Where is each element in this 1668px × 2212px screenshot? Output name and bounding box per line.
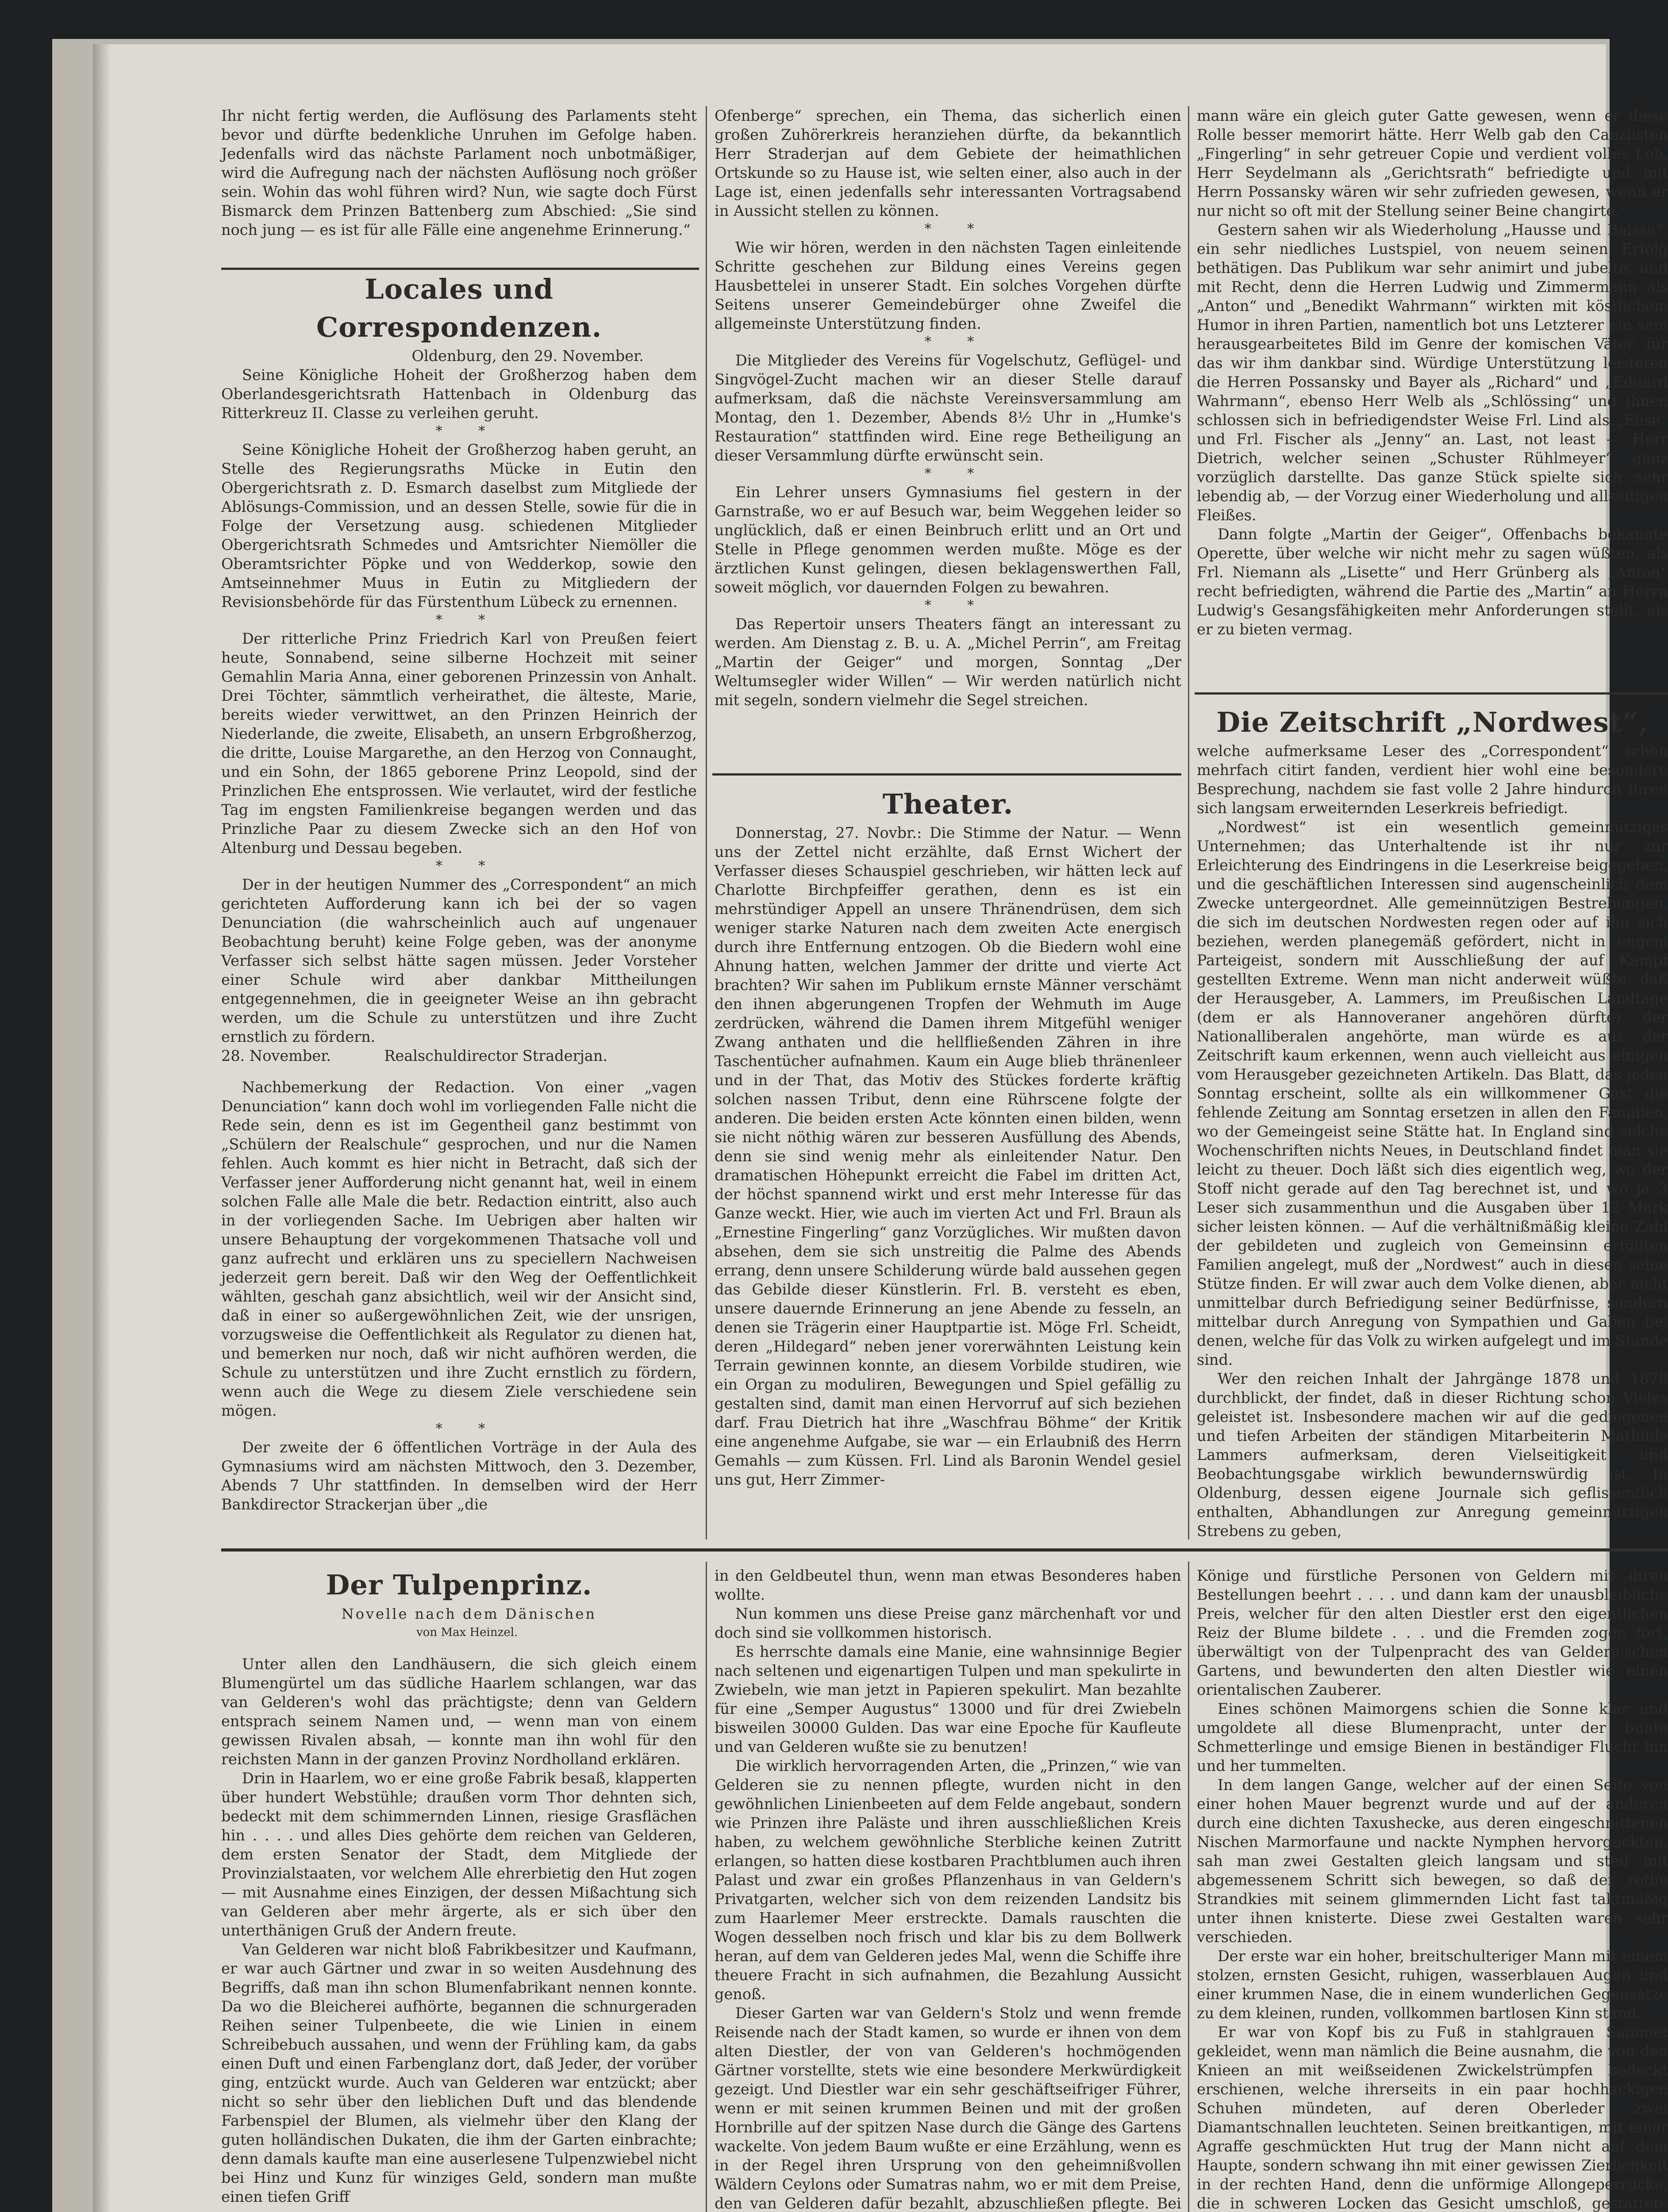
novel-paragraph: Könige und fürstliche Personen von Geldern mit ihren Bestellungen beehrt . . . . und dann kam der unausbleibliche Preis, welcher für den alten Diestler erst den eigentlichen Reiz der Blume bildete . . . und die Fremden zogen fort, überwältigt von der Tulpenpracht des van Geldern'schen Gartens, und bewunderten den alten Diestler wie einen orientalischen Zauberer.: [1197, 1567, 1668, 1698]
section-heading-theater: Theater.: [882, 788, 1014, 820]
separator-stars: * *: [924, 466, 990, 481]
nordwest-paragraph: „Nordwest“ ist ein wesentlich gemeinnütziges Unternehmen; das Unterhaltende ist ihr nur zur Erleichterung des Eindringens in die Leserkreise beigegeben, und die geschäftlichen Interessen sind augenscheinlich dem Zwecke untergeordnet. Alle gemeinnützigen Bestrebungen, die sich im deutschen Nordwesten regen oder auf ihn sich beziehen, werden planegemäß gefördert, nicht in engem Parteigeist, sondern mit Ausschließung der auf Kampf gestellten Extreme. Wenn man nicht anderweit wüßte, daß der Herausgeber, A. Lammers, im Preußischen Landtage (dem er als Hannoveraner angehören dürfte) der Nationalliberalen angehörte, man würde es aus der Zeitschrift kaum erkennen, wenn auch vielleicht aus einigen vom Herausgeber gezeichneten Artikeln. Das Blatt, das jeden Sonntag erscheint, sollte als ein willkommener Gast die fehlende Zeitung am Sonntag ersetzen in allen den Familien, wo der Gemeingeist seine Stätte hat. In England sind solche Wochenschriften nichts Neues, in Deutschland findet man sie leicht zu theuer. Doch läßt sich dies eigentlich weg, wo der Stoff nicht gerade auf den Tag berechnet ist, und wo ja 3 Leser sich zusammenthun und die Ausgaben über 12 Mark sicher leisten können. — Auf die verhältnißmäßig kleine Zahl der gebildeten und zugleich von Gemeinsinn erfüllten Familien angelegt, muß der „Nordwest“ auch in diesen seine Stütze finden. Er will zwar auch dem Volke dienen, aber nicht unmittelbar durch Befriedigung seiner Bedürfnisse, sondern mittelbar durch Anregung von Sympathien und Gaben bei denen, welche für das Volk zu wirken aufgelegt und im Stande sind.: [1197, 818, 1668, 1368]
column-rule: [1188, 1562, 1189, 2212]
news-item: Seine Königliche Hoheit der Großherzog haben dem Oberlandesgerichtsrath Hattenbach in Oldenburg das Ritterkreuz II. Classe zu verleihen geruht.: [221, 366, 697, 422]
news-item: Der zweite der 6 öffentlichen Vorträge in der Aula des Gymnasiums wird am nächsten Mittwoch, den 3. Dezember, Abends 7 Uhr stattfinden. In demselben wird der Herr Bankdirector Strackerjan über „die: [221, 1439, 697, 1513]
news-item: Das Repertoir unsers Theaters fängt an interessant zu werden. Am Dienstag z. B. u. A. „Michel Perrin“, am Freitag „Martin der Geiger“ und morgen, Sonntag „Der Weltumsegler wider Willen“ — Wir werden natürlich nicht mit segeln, sondern vielmehr die Segel streichen.: [715, 615, 1181, 709]
newspaper-page: [93, 44, 1668, 2212]
column-rule: [1188, 106, 1189, 1540]
column-2-upper: [715, 106, 1181, 710]
column-3-upper: [1197, 106, 1668, 639]
nordwest-paragraph: welche aufmerksame Leser des „Correspondent“ schon mehrfach citirt fanden, verdient hier wohl eine besondere Besprechung, nachdem sie fast volle 2 Jahre hindurch ihren sich langsam erweiternden Leserkreis befriedigt.: [1197, 742, 1668, 817]
news-item: Seine Königliche Hoheit der Großherzog haben geruht, an Stelle des Regierungsraths Mücke in Eutin den Obergerichtsrath z. D. Esmarch daselbst zum Mitgliede der Ablösungs-Commission, und an dessen Stelle, sowie für die in Folge der Versetzung ausg. schiedenen Mitglieder Obergerichtsrath Schmedes und Amtsrichter Niemöller die Oberamtsrichter Pöpke und von Wedderkop, sowie den Amtseinnehmer Muus in Eutin zu Mitgliedern der Revisionsbehörde für das Fürstenthum Lübeck zu ernennen.: [221, 441, 697, 611]
theater-section: [715, 785, 1181, 1489]
news-item: Der ritterliche Prinz Friedrich Karl von Preußen feiert heute, Sonnabend, seine silberne Hochzeit mit seiner Gemahlin Maria Anna, einer geborenen Prinzessin von Anhalt. Drei Töchter, sämmtlich verheirathet, die älteste, Marie, bereits wieder verwittwet, an den Prinzen Heinrich der Niederlande, die zweite, Elisabeth, an unsern Erbgroßherzog, die dritte, Louise Margarethe, an den Herzog von Connaught, und ein Sohn, der 1865 geborene Prinz Leopold, sind der Prinzlichen Ehe entsprossen. Wie verlautet, wird der festliche Tag im engsten Familienkreise begangen werden und das Prinzliche Paar zu diesem Zwecke sich an den Hof von Altenburg und Dessau begeben.: [221, 630, 697, 856]
separator-stars: * *: [435, 423, 501, 439]
novel-paragraph: Eines schönen Maimorgens schien die Sonne klar und umgoldete all diese Blumenpracht, unter der bunte Schmetterlinge und emsige Bienen in beständiger Flucht hin und her tummelten.: [1197, 1700, 1668, 1774]
theater-review-paragraph: Gestern sahen wir als Wiederholung „Hausse und Baisse“, ein sehr niedliches Lustspiel, von neuem seinen Erfolg bethätigen. Das Publikum war sehr animirt und jubelte, und mit Recht, denn die Herren Ludwig und Zimmermann als „Anton“ und „Benedikt Wahrmann“ wirkten mit köstlichem Humor in ihren Partien, namentlich bot uns Letzterer ein sein herausgearbeitetes Bild im Genre der komischen Väter, für das wir ihm dankbar sind. Würdige Unterstützung leisteten die Herren Possansky und Bayer als „Richard“ und „Eduard Wahrmann“, ebenso Herr Welb als „Schlössing“ und ihnen schlossen sich in befriedigendster Weise Frl. Lind als „Elise“ und Frl. Fischer als „Jenny“ an. Last, not least — Herr Dietrich, welcher seinen „Schuster Rühlmeyer“ ganz vorzüglich darstellte. Das ganze Stück spielte sich sehr lebendig ab, — der Vorzug einer Wiederholung und allseitigen Fleißes.: [1197, 221, 1668, 524]
novel-paragraph: Drin in Haarlem, wo er eine große Fabrik besaß, klapperten über hundert Webstühle; draußen vorm Thor dehnten sich, bedeckt mit dem schimmernden Linnen, riesige Grasflächen hin . . . . und alles Dies gehörte dem reichen van Gelderen, dem ersten Senator der Stadt, dem Mitgliede der Provinzialstaaten, vor welchem Alle ehrerbietig den Hut zogen — mit Ausnahme eines Einzigen, der dessen Mißachtung sich van Gelderen aber mehr ärgerte, als er sich über den unterthänigen Gruß der Andern freute.: [221, 1770, 697, 1939]
dateline: Oldenburg, den 29. November.: [411, 347, 644, 365]
separator-stars: * *: [435, 858, 501, 874]
novel-subtitle: Novelle nach dem Dänischen: [341, 1605, 597, 1622]
novel-paragraph: In dem langen Gange, welcher auf der einen Seite von einer hohen Mauer begrenzt wurde und auf der anderen durch eine dichten Taxushecke, aus deren eingeschnittenen Nischen Marmorfaune und nackte Nymphen hervorguckten, sah man zwei Gestalten gleich langsam und steif mit abgemessenem Schritt sich bewegen, so daß der rothe Strandkies mit seinem glimmernden Licht fast taktmäßig unter ihnen knisterte. Diese zwei Gestalten waren sehr verschieden.: [1197, 1776, 1668, 1946]
theater-review-paragraph: Dann folgte „Martin der Geiger“, Offenbachs bekannte Operette, über welche wir nicht mehr zu sagen wüßten, als Frl. Niemann als „Lisette“ und Herr Grünberg als „Anton“ recht befriedigten, während die Partie des „Martin“ an Herrn Ludwig's Gesangsfähigkeiten mehr Anforderungen stellt, als er zu bieten vermag.: [1197, 526, 1668, 638]
novel-paragraph: Nun kommen uns diese Preise ganz märchenhaft vor und doch sind sie vollkommen historisch.: [715, 1605, 1181, 1641]
signature-line: [221, 1046, 697, 1065]
signature-date: 28. November.: [221, 1047, 331, 1064]
separator-stars: * *: [435, 1421, 501, 1436]
news-item: Die Mitglieder des Vereins für Vogelschutz, Geflügel- und Singvögel-Zucht machen wir an dieser Stelle darauf aufmerksam, daß die nächste Vereinsversammlung am Montag, den 1. Dezember, Abends 8½ Uhr in „Humke's Restauration“ stattfinden wird. Eine rege Betheiligung an dieser Versammlung dürfte erwünscht sein.: [715, 352, 1181, 464]
article-continuation: Ihr nicht fertig werden, die Auflösung des Parlaments steht bevor und dürfte bedenkliche Unruhen im Gefolge haben. Jedenfalls wird das nächste Parlament noch unbotmäßiger, wird die Aufregung nach der nächsten Auflösung noch größer sein. Wohin das wohl führen wird? Nun, wie sagte doch Fürst Bismarck dem Prinzen Battenberg zum Abschied: „Sie sind noch jung — es ist für alle Fälle eine angenehme Erinnerung.“: [221, 107, 697, 238]
news-item: Ein Lehrer unsers Gymnasiums fiel gestern in der Garnstraße, wo er auf Besuch war, beim Weggehen leider so unglücklich, daß er einen Beinbruch erlitt und an Ort und Stelle in Pflege genommen werden mußte. Möge es der ärztlichen Kunst gelingen, diesen beklagenswerthen Fall, soweit möglich, vor dauernden Folgen zu bewahren.: [715, 484, 1181, 596]
novel-paragraph: Dieser Garten war van Geldern's Stolz und wenn fremde Reisende nach der Stadt kamen, so wurde er ihnen von dem alten Diestler, der von van Gelderen's hochmögenden Gärtner vorstellte, stets wie eine besondere Merkwürdigkeit gezeigt. Und Diestler war ein sehr geschäftseifriger Führer, wenn er mit seinen krummen Beinen und mit der großen Hornbrille auf der spitzen Nase durch die Gänge des Gartens wackelte. Von jedem Baum wußte er eine Erzählung, wenn es in der Regel ihren Ursprung von den geheimnißvollen Wäldern Ceylons oder Sumatras nahm, wo er mit dem Preise, den van Gelderen dafür bezahlt, abzuschließen pflegte. Bei: [715, 2005, 1181, 2212]
separator-stars: * *: [924, 334, 990, 349]
novel-byline: von Max Heinzel.: [416, 1626, 518, 1639]
section-heading-locales: Locales und Correspondenzen.: [316, 273, 602, 343]
nordwest-section: [1197, 703, 1668, 1540]
column-rule: [706, 1562, 707, 2212]
section-heading-nordwest: Die Zeitschrift „Nordwest“,: [1216, 706, 1649, 738]
novel-paragraph: Die wirklich hervorragenden Arten, die „Prinzen,“ wie van Gelderen sie zu nennen pflegte, wurden nicht in den gewöhnlichen Linienbeeten auf dem Felde angebaut, sondern wie Prinzen ihre Paläste und ihren ausschließlichen Kreis haben, zu welchem gewöhnliche Sterbliche keinen Zutritt erlangen, so hatten diese kostbaren Prachtblumen auch ihren Palast und zwar ein großes Pflanzenhaus in van Geldern's Privatgarten, welcher sich von dem reizenden Landsitz bis zum Haarlemer Meer erstreckte. Damals rauschten die Wogen desselben noch frisch und klar bis zu dem Bollwerk heran, auf dem van Gelderen jedes Mal, wenn die Schiffe ihre theuere Fracht in sich aufnahmen, die Bezahlung Aussicht genoß.: [715, 1757, 1181, 2003]
news-item: Ofenberge“ sprechen, ein Thema, das sicherlich einen großen Zuhörerkreis heranziehen dürfte, da bekanntlich Herr Straderjan auf dem Gebiete der heimathlichen Ortskunde so zu Hause ist, wie selten einer, also auch in der Lage ist, einen jedenfalls sehr interessanten Vortragsabend in Aussicht stellen zu können.: [715, 107, 1181, 219]
theater-review-continued: mann wäre ein gleich guter Gatte gewesen, wenn er diese Rolle besser memorirt hätte. Herr Welb gab den Canzlisten „Fingerling“ in sehr getreuer Copie und verdient volles Lob, Herr Seydelmann als „Gerichtsrath“ befriedigte und mit Herrn Possansky wären wir sehr zufrieden gewesen, wenn er nur nicht so oft mit der Stellung seiner Beine changirte.: [1197, 107, 1668, 219]
feuilleton-rule: [221, 1548, 1668, 1551]
editorial-note: Nachbemerkung der Redaction. Von einer „vagen Denunciation“ kann doch wohl im vorliegenden Falle nicht die Rede sein, denn es ist im Gegentheil ganz bestimmt von „Schülern der Realschule“ gesprochen, und nur die Namen fehlen. Auch kommt es hier nicht in Betracht, daß sich der Verfasser jener Aufforderung nicht genannt hat, weil in einem solchen Falle alle Male die betr. Redaction eintritt, also auch in der vorliegenden Sache. Im Uebrigen aber halten wir unsere Behauptung der vorgekommenen Thatsache voll und ganz aufrecht und erklären uns zu speciellern Nachweisen jederzeit gern bereit. Daß wir den Weg der Oeffentlichkeit wählten, geschah ganz absichtlich, weil wir der Ansicht sind, daß in einer so außergewöhnlichen Zeit, wie der unsrigen, vorzugsweise die Oeffentlichkeit als Regulator zu dienen hat, und bemerken nur noch, daß wir nicht aufhören werden, die Schule zu unterstützen und ihre Zucht ernstlich zu fördern, wenn auch die Wege zu diesem Ziele verschiedene sein mögen.: [221, 1079, 697, 1419]
novel-paragraph: Es herrschte damals eine Manie, eine wahnsinnige Begier nach seltenen und eigenartigen Tulpen und man spekulirte in Zwiebeln, wie man jetzt in Papieren spekulirt. Man bezahlte für eine „Semper Augustus“ 13000 und für drei Zwiebeln bisweilen 30000 Gulden. Das war eine Epoche für Kaufleute und van Gelderen wußte sie zu benutzen!: [715, 1643, 1181, 1755]
novel-paragraph: Van Gelderen war nicht bloß Fabrikbesitzer und Kaufmann, er war auch Gärtner und zwar in so weiten Ausdehnung des Begriffs, daß man ihn schon Blumenfabrikant nennen konnte. Da wo die Bleicherei aufhörte, begannen die schnurgeraden Reihen seiner Tulpenbeete, die wie Linien in einem Schreibebuch aussahen, und wenn der Frühling kam, da gabs einen Duft und einen Farbenglanz dort, daß Jeder, der vorüber ging, entzückt wurde. Auch van Gelderen war entzückt; aber nicht so sehr über den lieblichen Duft und das blendende Farbenspiel der Blumen, als vielmehr über den Klang der guten holländischen Dukaten, die ihm der Garten einbrachte; denn damals kaufte man eine auserlesene Tulpenzwiebel nicht bei Hinz und Kunz für winziges Geld, sondern man mußte einen tiefen Griff: [221, 1941, 697, 2205]
news-item: Der in der heutigen Nummer des „Correspondent“ an mich gerichteten Aufforderung kann ich bei der so vagen Denunciation (die wahrscheinlich auch auf ungenauer Beobachtung beruht) keine Folge geben, was der anonyme Verfasser sich selbst hätte sagen müssen. Jeder Vorsteher einer Schule wird aber dankbar Mittheilungen entgegennehmen, die in geeigneter Weise an ihn gebracht werden, um die Schule zu unterstützen und ihre Zucht ernstlich zu fördern.: [221, 876, 697, 1045]
novel-paragraph: Unter allen den Landhäusern, die sich gleich einem Blumengürtel um das südliche Haarlem schlangen, war das van Gelderen's wohl das prächtigste; denn van Geldern entsprach seinem Namen und, — wenn man von einem gewissen Rivalen absah, — konnte man ihn wohl für den reichsten Mann in der ganzen Provinz Nordholland erklären.: [221, 1655, 697, 1768]
novel-paragraph: in den Geldbeutel thun, wenn man etwas Besonderes haben wollte.: [715, 1567, 1181, 1603]
separator-stars: * *: [924, 598, 990, 613]
column-1-upper: [221, 106, 697, 1514]
feuilleton-column-2: [715, 1566, 1181, 2212]
news-item: Wie wir hören, werden in den nächsten Tagen einleitende Schritte geschehen zur Bildung eines Vereins gegen Hausbettelei in unserer Stadt. Ein solches Vorgehen dürfte Seitens unserer Gemeindebürger ohne Zweifel die allgemeinste Unterstützung finden.: [715, 239, 1181, 332]
signature-name: Realschuldirector Straderjan.: [384, 1047, 608, 1064]
column-rule: [706, 106, 707, 1540]
novel-paragraph: Der erste war ein hoher, breitschulteriger Mann mit einem stolzen, ernsten Gesicht, ruhigen, wasserblauen Augen und einer krummen Nase, die in einem wunderlichen Gegensatze zu dem kleinen, runden, vollkommen bartlosen Kinn stand.: [1197, 1947, 1668, 2022]
novel-title: Der Tulpenprinz.: [326, 1569, 592, 1601]
separator-stars: * *: [924, 221, 990, 237]
feuilleton-column-1: [221, 1566, 697, 2206]
section-rule: [712, 773, 1181, 776]
section-rule: [1195, 692, 1668, 695]
novel-paragraph: Er war von Kopf bis zu Fuß in stahlgrauen Sammet gekleidet, wenn man nämlich die Beine ausnahm, die von den Knieen an mit weißseidenen Zwickelstrümpfen bedeckt erschienen, welche ihrerseits in ein paar hochhackigen Schuhen mündeten, auf deren Oberleder zwei Diamantschnallen leuchteten. Seinen breitkantigen, mit einer Agraffe geschmückten Hut trug der Mann nicht auf dem Haupte, sondern schwang ihn mit einer gewissen Zierlichkeit in der rechten Hand, denn die unförmige Allongeperrücke, die in schweren Locken das Gesicht umschloß, gestattete: [1197, 2024, 1668, 2212]
theater-review: Donnerstag, 27. Novbr.: Die Stimme der Natur. — Wenn uns der Zettel nicht erzählte, daß Ernst Wichert der Verfasser dieses Schauspiel geschrieben, wir hätten leck auf Charlotte Birchpfeiffer gerathen, denn es ist ein mehrstündiger Appell an unsere Thränendrüsen, dem sich weniger starke Naturen nach dem zweiten Acte energisch durch ihre Entfernung entzogen. Ob die Biedern wohl eine Ahnung hatten, welchen Jammer der dritte und vierte Act brachten? Wir sahen im Publikum ernste Männer verschämt den ihnen abgerungenen Tropfen der Wehmuth im Auge zerdrücken, während die Damen ihrem Mitgefühl weniger Zwang anthaten und die hellfließenden Zähren in ihre Taschentücher aufnahmen. Kaum ein Auge blieb thränenleer und in der That, das Motiv des Stückes forderte kräftig solchen nassen Tribut, denn eine Rührscene folgte der anderen. Die beiden ersten Acte könnten einen bilden, wenn sie nicht nöthig wären zur besseren Ausfüllung des Abends, denn sie sind wenig mehr als einleitender Natur. Den dramatischen Höhepunkt erreicht die Fabel im dritten Act, der höchst spannend wirkt und erst mehr Interesse für das Ganze weckt. Hier, wie auch im vierten Act und Frl. Braun als „Ernestine Fingerling“ ganz Vorzügliches. Wir mußten davon absehen, dem sie sich unstreitig die Palme des Abends errang, denn unsere Schilderung würde bald aussehen gegen das Gebilde dieser Künstlerin. Frl. B. versteht es eben, unsere dauernde Erinnerung an jene Abende zu fesseln, an denen sie Trägerin einer Hauptpartie ist. Möge Frl. Scheidt, deren „Hildegard“ neben jener vorerwähnten Leistung kein Terrain gewinnen konnte, an diesem Vorbilde studiren, wie ein Organ zu moduliren, Bewegungen und Spiel gefällig zu gestalten sind, damit man einen Hervorruf auf sich beziehen darf. Frau Dietrich hat ihre „Waschfrau Böhme“ der Kritik eine angenehme Aufgabe, sie war — ein Erlaubniß des Herrn Gemahls — zum Küssen. Frl. Lind als Baronin Wendel gesiel uns gut, Herr Zimmer-: [715, 824, 1181, 1488]
page-fold-shadow: [93, 44, 111, 2212]
feuilleton-column-3: [1197, 1566, 1668, 2212]
nordwest-paragraph: Wer den reichen Inhalt der Jahrgänge 1878 und 1879 durchblickt, der findet, daß in dieser Richtung schon Vieles geleistet ist. Insbesondere machen wir auf die gediegenen und tiefen Arbeiten der ständigen Mitarbeiterin Mathilde Lammers aufmerksam, deren Vielseitigkeit und Beobachtungsgabe wirklich bewundernswürdig ist. In Oldenburg, dessen eigene Journale sich geflissentlich enthalten, Abhandlungen zur Anregung gemeinnützigen Strebens zu geben,: [1197, 1370, 1668, 1540]
separator-stars: * *: [435, 612, 501, 628]
